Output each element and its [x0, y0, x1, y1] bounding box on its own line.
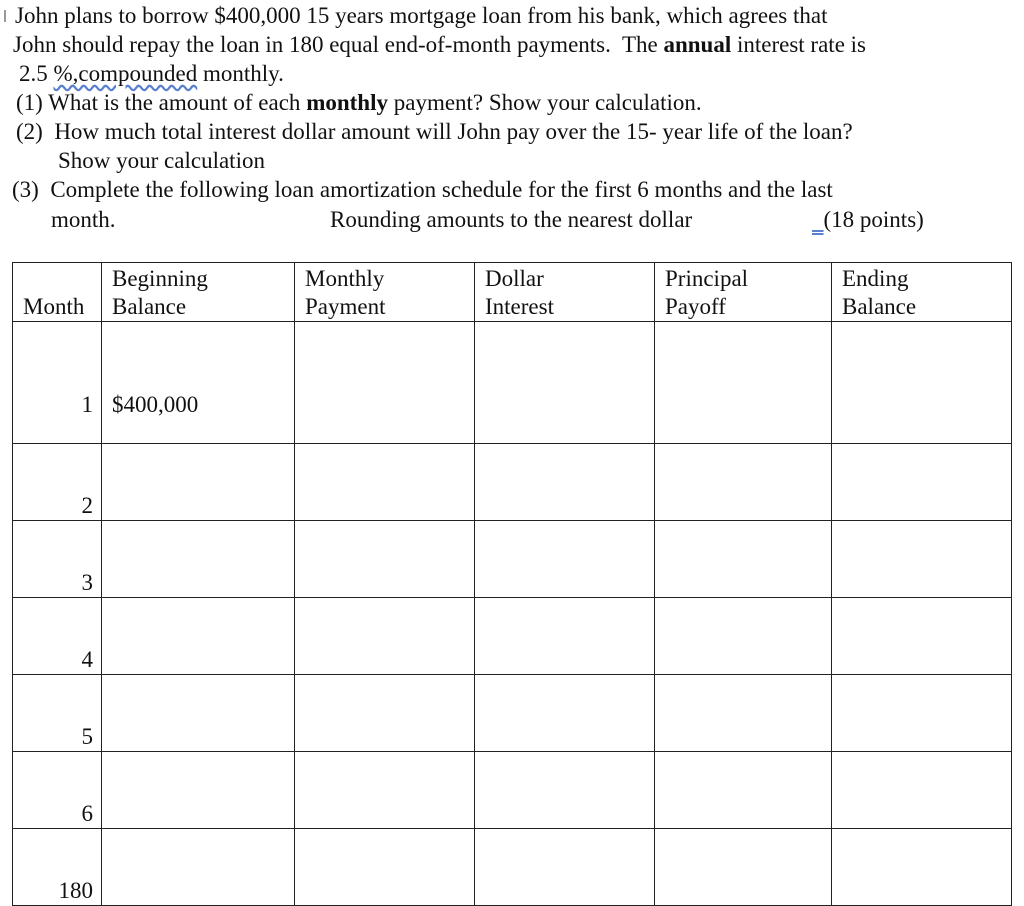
- cell-monthly-payment[interactable]: [295, 322, 475, 444]
- cell-principal-payoff[interactable]: [655, 598, 832, 675]
- question-text: (2) How much total interest dollar amount will John pay over the 15- year life of the loan?: [16, 119, 853, 144]
- cell-month: 4: [13, 598, 102, 675]
- header-line: Balance: [842, 294, 917, 319]
- cell-monthly-payment[interactable]: [295, 598, 475, 675]
- cell-month: 3: [13, 521, 102, 598]
- problem-line-2: [13, 31, 866, 59]
- header-monthly-payment: [295, 263, 475, 322]
- cell-beginning-balance[interactable]: [102, 598, 295, 675]
- rate-text: 2.5: [19, 61, 54, 86]
- table-row: [13, 521, 1012, 598]
- problem-text: John should repay the loan in 180 equal end-of-month payments. The: [13, 32, 664, 57]
- cell-monthly-payment[interactable]: [295, 829, 475, 906]
- cell-beginning-balance[interactable]: [102, 752, 295, 829]
- cell-dollar-interest[interactable]: [475, 829, 655, 906]
- cell-ending-balance[interactable]: [832, 752, 1012, 829]
- cell-dollar-interest[interactable]: [475, 521, 655, 598]
- problem-text: monthly.: [197, 61, 284, 86]
- points-text: (18 points): [823, 207, 924, 232]
- cell-ending-balance[interactable]: [832, 675, 1012, 752]
- monthly-emphasis: monthly: [306, 90, 388, 115]
- header-line: Balance: [112, 294, 187, 319]
- cell-beginning-balance[interactable]: $400,000: [102, 322, 295, 444]
- problem-line-1: [15, 2, 828, 30]
- cell-beginning-balance[interactable]: [102, 521, 295, 598]
- cell-ending-balance[interactable]: [832, 598, 1012, 675]
- problem-text: interest rate is: [731, 32, 866, 57]
- cell-ending-balance[interactable]: [832, 521, 1012, 598]
- cell-month: 6: [13, 752, 102, 829]
- table-row: [13, 752, 1012, 829]
- cell-dollar-interest[interactable]: [475, 444, 655, 521]
- question-2-line-1: [16, 118, 853, 146]
- cell-ending-balance[interactable]: [832, 829, 1012, 906]
- cell-monthly-payment[interactable]: [295, 752, 475, 829]
- cell-principal-payoff[interactable]: [655, 322, 832, 444]
- cell-month: 5: [13, 675, 102, 752]
- amortization-table: [12, 262, 1012, 906]
- header-ending-balance: [832, 263, 1012, 322]
- question-3-points: [812, 206, 924, 234]
- table-row: [13, 598, 1012, 675]
- cell-beginning-balance[interactable]: [102, 444, 295, 521]
- cell-monthly-payment[interactable]: [295, 444, 475, 521]
- question-1: [16, 89, 702, 117]
- header-month: [13, 263, 102, 322]
- header-line: Dollar: [485, 266, 544, 291]
- cell-principal-payoff[interactable]: [655, 829, 832, 906]
- table-row: [13, 444, 1012, 521]
- header-line: Interest: [485, 294, 554, 319]
- question-text: Show your calculation: [58, 148, 265, 173]
- cell-dollar-interest[interactable]: [475, 598, 655, 675]
- cell-principal-payoff[interactable]: [655, 521, 832, 598]
- question-text: payment? Show your calculation.: [387, 90, 702, 115]
- cell-principal-payoff[interactable]: [655, 752, 832, 829]
- table-header-row: [13, 263, 1012, 322]
- header-dollar-interest: [475, 263, 655, 322]
- header-line: Principal: [665, 266, 749, 291]
- header-beginning-balance: [102, 263, 295, 322]
- question-text: month.: [51, 207, 116, 232]
- question-text: (3) Complete the following loan amortization schedule for the first 6 months and the last: [12, 177, 833, 202]
- cell-ending-balance[interactable]: [832, 322, 1012, 444]
- points-marker: [812, 207, 824, 232]
- problem-line-3: [19, 60, 284, 88]
- header-month-label: Month: [23, 294, 85, 319]
- header-line: Payoff: [665, 294, 726, 319]
- table-row: [13, 322, 1012, 444]
- cell-dollar-interest[interactable]: [475, 675, 655, 752]
- header-line: Monthly: [305, 266, 385, 291]
- header-line: Payment: [305, 294, 386, 319]
- cell-month: 180: [13, 829, 102, 906]
- cell-beginning-balance[interactable]: [102, 829, 295, 906]
- question-2-line-2: [58, 147, 265, 175]
- table-row: [13, 829, 1012, 906]
- margin-mark: [4, 10, 6, 22]
- question-3-month: [51, 206, 116, 234]
- annual-emphasis: annual: [663, 32, 732, 57]
- cell-dollar-interest[interactable]: [475, 322, 655, 444]
- cell-principal-payoff[interactable]: [655, 675, 832, 752]
- rounding-note: Rounding amounts to the nearest dollar: [330, 207, 693, 232]
- cell-monthly-payment[interactable]: [295, 521, 475, 598]
- cell-dollar-interest[interactable]: [475, 752, 655, 829]
- cell-month: 1: [13, 322, 102, 444]
- header-line: Ending: [842, 266, 909, 291]
- cell-beginning-balance[interactable]: [102, 675, 295, 752]
- question-3-rounding: [330, 206, 692, 234]
- question-3-line-1: [12, 176, 833, 204]
- cell-month: 2: [13, 444, 102, 521]
- question-text: (1) What is the amount of each: [16, 90, 307, 115]
- header-principal-payoff: [655, 263, 832, 322]
- header-line: Beginning: [112, 266, 208, 291]
- cell-monthly-payment[interactable]: [295, 675, 475, 752]
- cell-principal-payoff[interactable]: [655, 444, 832, 521]
- problem-text: John plans to borrow $400,000 15 years mortgage loan from his bank, which agrees that: [15, 3, 828, 28]
- table-row: [13, 675, 1012, 752]
- cell-ending-balance[interactable]: [832, 444, 1012, 521]
- compounded-underlined: %,compounded: [53, 61, 198, 86]
